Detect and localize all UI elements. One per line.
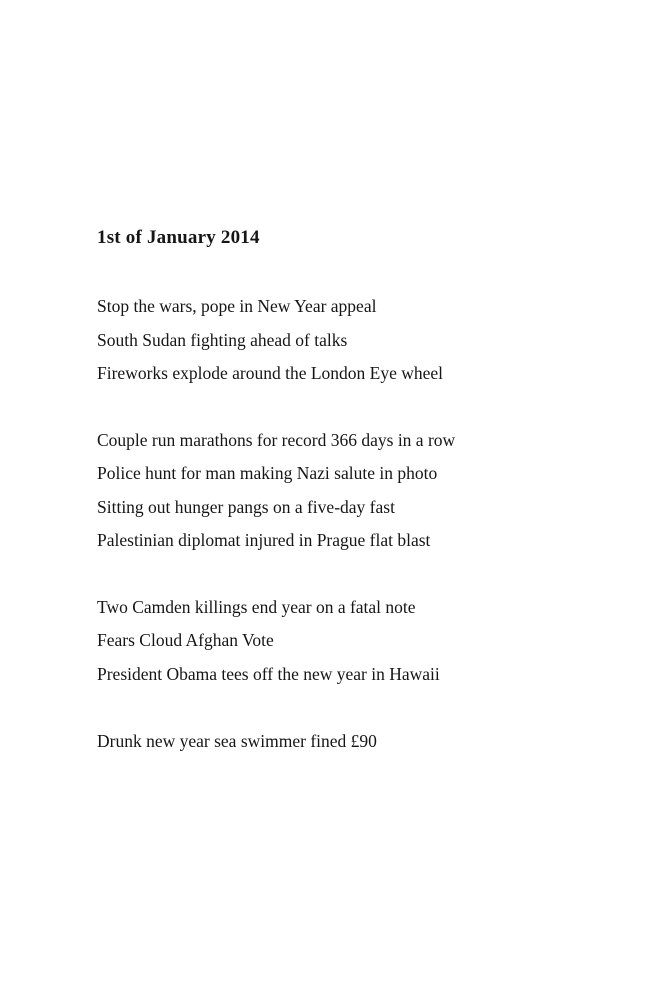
poem-line: Fireworks explode around the London Eye wheel <box>97 363 444 384</box>
poem-line: Police hunt for man making Nazi salute in photo <box>97 463 438 484</box>
poem-line: South Sudan fighting ahead of talks <box>97 329 348 350</box>
poem-title: 1st of January 2014 <box>97 227 260 248</box>
poem-body <box>97 221 610 758</box>
stanza-1 <box>97 290 610 390</box>
poem-line: Drunk new year sea swimmer fined £90 <box>97 730 377 751</box>
stanza-2 <box>97 424 610 558</box>
poem-line: Sitting out hunger pangs on a five-day fast <box>97 496 395 517</box>
poem-line: President Obama tees off the new year in Hawaii <box>97 663 440 684</box>
poem-line: Stop the wars, pope in New Year appeal <box>97 296 377 317</box>
stanza-3 <box>97 591 610 691</box>
poem-line: Palestinian diplomat injured in Prague flat blast <box>97 530 431 551</box>
poem-line: Fears Cloud Afghan Vote <box>97 630 274 651</box>
poem-line: Two Camden killings end year on a fatal note <box>97 597 416 618</box>
poem-line: Couple run marathons for record 366 days in a row <box>97 430 456 451</box>
stanza-4 <box>97 725 610 758</box>
